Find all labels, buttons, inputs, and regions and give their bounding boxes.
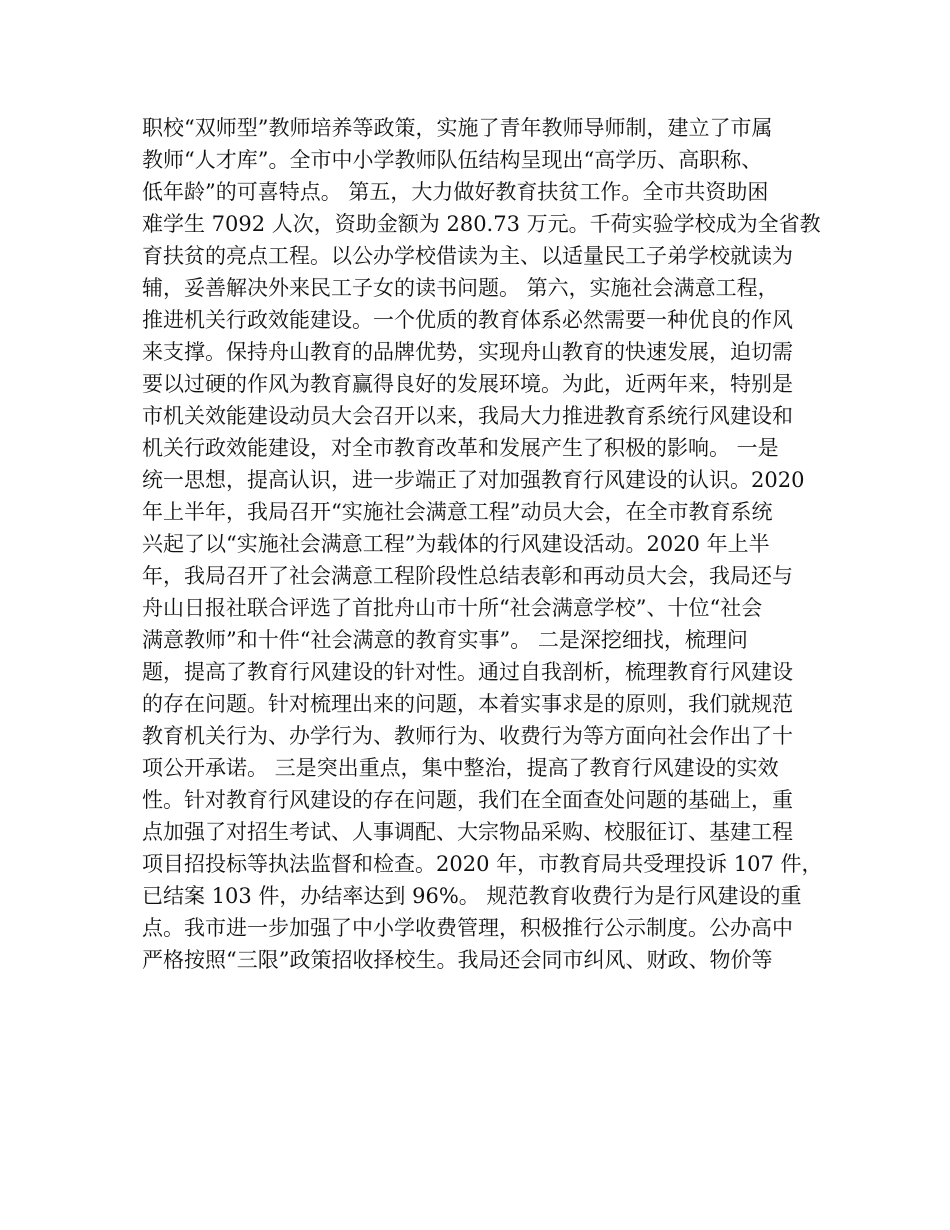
text-line: 兴起了以“实施社会满意工程”为载体的行风建设活动。2020 年上半 [142,532,770,556]
text-line: 推进机关行政效能建设。一个优质的教育体系必然需要一种优良的作风 [142,308,793,332]
text-line: 项公开承诺。 三是突出重点，集中整治，提高了教育行风建设的实效 [142,756,779,780]
text-line: 严格按照“三限”政策招收择校生。我局还会同市纠风、财政、物价等 [142,948,773,972]
text-line: 育扶贫的亮点工程。以公办学校借读为主、以适量民工子弟学校就读为 [142,244,793,268]
text-line: 点加强了对招生考试、人事调配、大宗物品采购、校服征订、基建工程 [142,820,793,844]
text-line: 满意教师”和十件“社会满意的教育实事”。 二是深挖细找，梳理问 [142,628,748,652]
text-line: 来支撑。保持舟山教育的品牌优势，实现舟山教育的快速发展，迫切需 [142,340,793,364]
text-line: 性。针对教育行风建设的存在问题，我们在全面查处问题的基础上，重 [142,788,793,812]
text-line: 年上半年，我局召开“实施社会满意工程”动员大会，在全市教育系统 [142,500,773,524]
text-line: 市机关效能建设动员大会召开以来，我局大力推进教育系统行风建设和 [142,404,793,428]
text-line: 点。我市进一步加强了中小学收费管理，积极推行公示制度。公办高中 [142,916,793,940]
text-line: 的存在问题。针对梳理出来的问题，本着实事求是的原则，我们就规范 [142,692,793,716]
text-line: 舟山日报社联合评选了首批舟山市十所“社会满意学校”、十位“社会 [142,596,763,620]
text-line: 职校“双师型”教师培养等政策，实施了青年教师导师制，建立了市属 [142,116,773,140]
text-line: 题，提高了教育行风建设的针对性。通过自我剖析，梳理教育行风建设 [142,660,793,684]
text-line: 低年龄”的可喜特点。 第五，大力做好教育扶贫工作。全市共资助困 [142,180,769,204]
text-line: 要以过硬的作风为教育赢得良好的发展环境。为此，近两年来，特别是 [142,372,793,396]
text-line: 项目招投标等执法监督和检查。2020 年，市教育局共受理投诉 107 件， [142,852,823,876]
text-line: 辅，妥善解决外来民工子女的读书问题。 第六，实施社会满意工程， [142,276,779,300]
text-line: 已结案 103 件，办结率达到 96%。 规范教育收费行为是行风建设的重 [142,884,802,908]
body-text [142,112,832,976]
text-line: 教育机关行为、办学行为、教师行为、收费行为等方面向社会作出了十 [142,724,793,748]
text-line: 教师“人才库”。全市中小学教师队伍结构呈现出“高学历、高职称、 [142,148,763,172]
text-line: 机关行政效能建设，对全市教育改革和发展产生了积极的影响。 一是 [142,436,779,460]
text-line: 难学生 7092 人次，资助金额为 280.73 万元。千荷实验学校成为全省教 [142,212,821,236]
text-line: 统一思想，提高认识，进一步端正了对加强教育行风建设的认识。2020 [142,468,805,492]
text-line: 年，我局召开了社会满意工程阶段性总结表彰和再动员大会，我局还与 [142,564,793,588]
